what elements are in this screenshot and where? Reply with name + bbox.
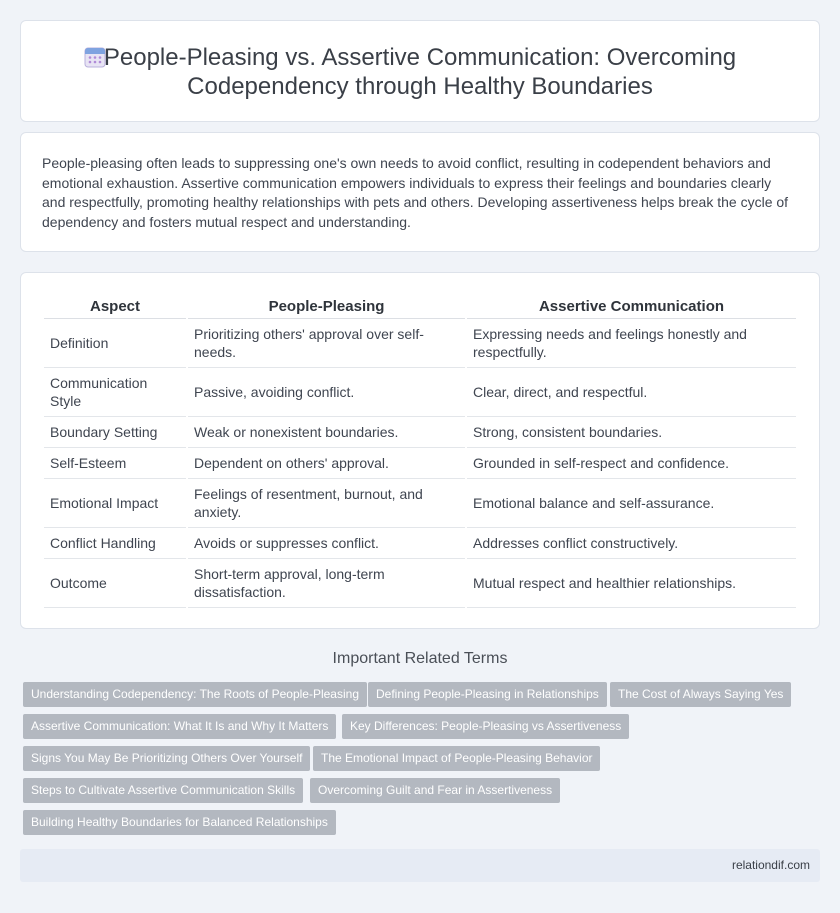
- related-term-tag[interactable]: Defining People-Pleasing in Relationships: [368, 682, 607, 707]
- table-cell-people-pleasing: Passive, avoiding conflict.: [188, 368, 465, 417]
- related-term-tag[interactable]: Signs You May Be Prioritizing Others Over Yourself: [23, 746, 310, 771]
- table-cell-aspect: Outcome: [44, 559, 186, 608]
- column-header-assertive: Assertive Communication: [467, 293, 796, 319]
- related-term-tag[interactable]: The Cost of Always Saying Yes: [610, 682, 791, 707]
- related-terms-heading: Important Related Terms: [332, 650, 508, 667]
- related-term-tag[interactable]: Key Differences: People-Pleasing vs Assertiveness: [342, 714, 629, 739]
- intro-card: [20, 132, 820, 252]
- table-cell-assertive: Mutual respect and healthier relationships.: [467, 559, 796, 608]
- table-cell-assertive: Addresses conflict constructively.: [467, 528, 796, 559]
- table-cell-people-pleasing: Avoids or suppresses conflict.: [188, 528, 465, 559]
- table-cell-aspect: Boundary Setting: [44, 417, 186, 448]
- footer-site-name: relationdif.com: [731, 858, 810, 872]
- table-cell-aspect: Communication Style: [44, 368, 186, 417]
- comparison-table: [42, 293, 798, 608]
- table-row: [44, 319, 796, 368]
- table-row: [44, 448, 796, 479]
- table-cell-assertive: Clear, direct, and respectful.: [467, 368, 796, 417]
- table-header-row: [44, 293, 796, 319]
- table-cell-assertive: Emotional balance and self-assurance.: [467, 479, 796, 528]
- table-cell-aspect: Self-Esteem: [44, 448, 186, 479]
- intro-paragraph: People-pleasing often leads to suppressing one's own needs to avoid conflict, resulting in codependent behaviors and emotional exhaustion. Assertive communication empowers individuals to express their feelings and boundaries clearly and respectfully, promoting healthy relationships with pets and others. Developing assertiveness helps break the cycle of dependency and fosters mutual respect and understanding.: [42, 155, 789, 230]
- title-card: [20, 20, 820, 122]
- table-row: [44, 528, 796, 559]
- table-cell-people-pleasing: Short-term approval, long-term dissatisfaction.: [188, 559, 465, 608]
- table-cell-assertive: Strong, consistent boundaries.: [467, 417, 796, 448]
- table-row: [44, 559, 796, 608]
- comparison-card: [20, 272, 820, 629]
- table-row: [44, 368, 796, 417]
- table-cell-aspect: Emotional Impact: [44, 479, 186, 528]
- table-cell-people-pleasing: Prioritizing others' approval over self-needs.: [188, 319, 465, 368]
- table-row: [44, 479, 796, 528]
- table-cell-aspect: Definition: [44, 319, 186, 368]
- table-row: [44, 417, 796, 448]
- table-cell-aspect: Conflict Handling: [44, 528, 186, 559]
- table-cell-people-pleasing: Weak or nonexistent boundaries.: [188, 417, 465, 448]
- related-term-tag[interactable]: Steps to Cultivate Assertive Communication Skills: [23, 778, 303, 803]
- column-header-people-pleasing: People-Pleasing: [188, 293, 465, 319]
- table-cell-people-pleasing: Dependent on others' approval.: [188, 448, 465, 479]
- related-term-tag[interactable]: Assertive Communication: What It Is and Why It Matters: [23, 714, 336, 739]
- footer: [20, 849, 820, 882]
- related-term-tag[interactable]: Understanding Codependency: The Roots of People-Pleasing: [23, 682, 367, 707]
- related-term-tag[interactable]: Overcoming Guilt and Fear in Assertiveness: [310, 778, 560, 803]
- related-term-tag[interactable]: The Emotional Impact of People-Pleasing Behavior: [313, 746, 600, 771]
- related-term-tag[interactable]: Building Healthy Boundaries for Balanced Relationships: [23, 810, 336, 835]
- table-cell-assertive: Grounded in self-respect and confidence.: [467, 448, 796, 479]
- table-cell-assertive: Expressing needs and feelings honestly and respectfully.: [467, 319, 796, 368]
- page-title: People-Pleasing vs. Assertive Communication: Overcoming Codependency through Healthy Boundaries: [103, 44, 737, 100]
- table-cell-people-pleasing: Feelings of resentment, burnout, and anxiety.: [188, 479, 465, 528]
- column-header-aspect: Aspect: [44, 293, 186, 319]
